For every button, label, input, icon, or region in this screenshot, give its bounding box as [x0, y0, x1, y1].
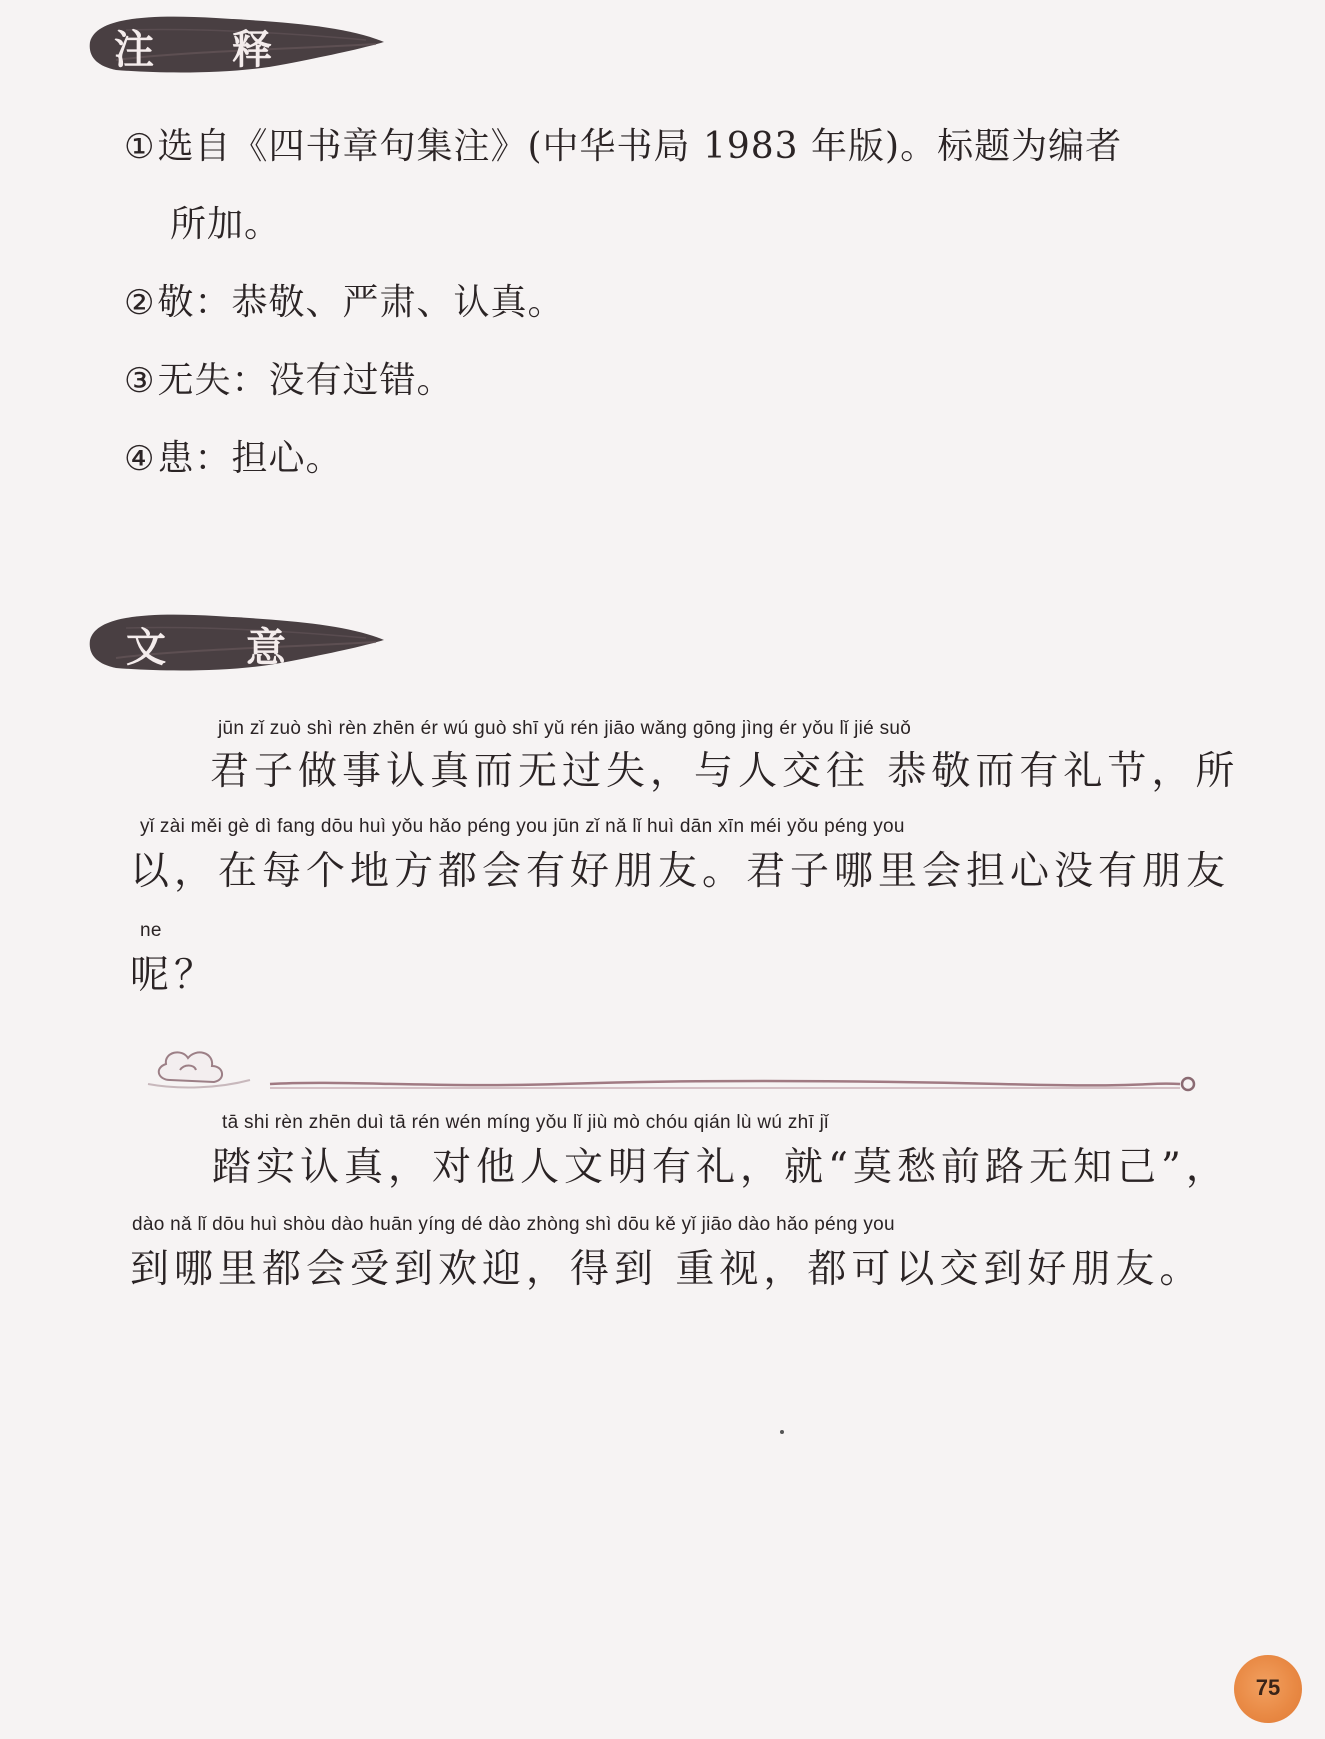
cloud-icon — [148, 1052, 250, 1087]
note-marker: ① — [124, 127, 156, 167]
note-marker: ④ — [124, 439, 156, 479]
hanzi-line: 到哪里都会受到欢迎，得到 重视，都可以交到好朋友。 — [130, 1247, 1204, 1292]
note-item — [124, 274, 565, 325]
note-text: 无失：没有过错。 — [157, 360, 454, 401]
note-item — [124, 118, 1122, 169]
pinyin-line: ne — [140, 920, 162, 941]
pinyin-line: tā shi rèn zhēn duì tā rén wén míng yǒu lǐ jiù mò chóu qián lù wú zhī jǐ — [222, 1112, 829, 1133]
note-marker: ② — [124, 283, 156, 323]
meaning-section-header — [86, 610, 386, 674]
pinyin-line: dào nǎ lǐ dōu huì shòu dào huān yíng dé dào zhòng shì dōu kě yǐ jiāo dào hǎo péng you — [132, 1214, 895, 1235]
notes-section-header — [86, 12, 386, 76]
cloud-divider — [140, 1040, 1200, 1100]
note-item — [124, 430, 343, 481]
pinyin-line: yǐ zài měi gè dì fang dōu huì yǒu hǎo péng you jūn zǐ nǎ lǐ huì dān xīn méi yǒu péng you — [140, 816, 905, 837]
hanzi-line: 以，在每个地方都会有好朋友。君子哪里会担心没有朋友 — [130, 849, 1231, 894]
section-title-char: 释 — [232, 26, 272, 73]
hanzi-line: 踏实认真，对他人文明有礼，就“莫愁前路无知己”， — [212, 1145, 1230, 1190]
note-text: 患：担心。 — [157, 438, 343, 479]
note-marker: ③ — [124, 361, 156, 401]
hanzi-line: 呢？ — [130, 953, 219, 998]
note-text: 选自《四书章句集注》(中华书局 1983 年版)。标题为编者 — [157, 126, 1123, 167]
page-speck — [780, 1430, 784, 1434]
note-text: 敬：恭敬、严肃、认真。 — [157, 282, 565, 323]
section-title-char: 意 — [246, 624, 286, 671]
page-number-badge — [1234, 1655, 1302, 1723]
note-continuation — [170, 196, 281, 247]
note-text: 所加。 — [170, 204, 282, 245]
hanzi-line: 君子做事认真而无过失，与人交往 恭敬而有礼节，所 — [210, 749, 1240, 794]
note-item — [124, 352, 454, 403]
pinyin-line: jūn zǐ zuò shì rèn zhēn ér wú guò shī yǔ rén jiāo wǎng gōng jìng ér yǒu lǐ jié suǒ — [218, 718, 912, 739]
section-title-char: 注 — [114, 26, 154, 73]
page-number: 75 — [1255, 1675, 1281, 1700]
section-title-char: 文 — [126, 624, 166, 671]
